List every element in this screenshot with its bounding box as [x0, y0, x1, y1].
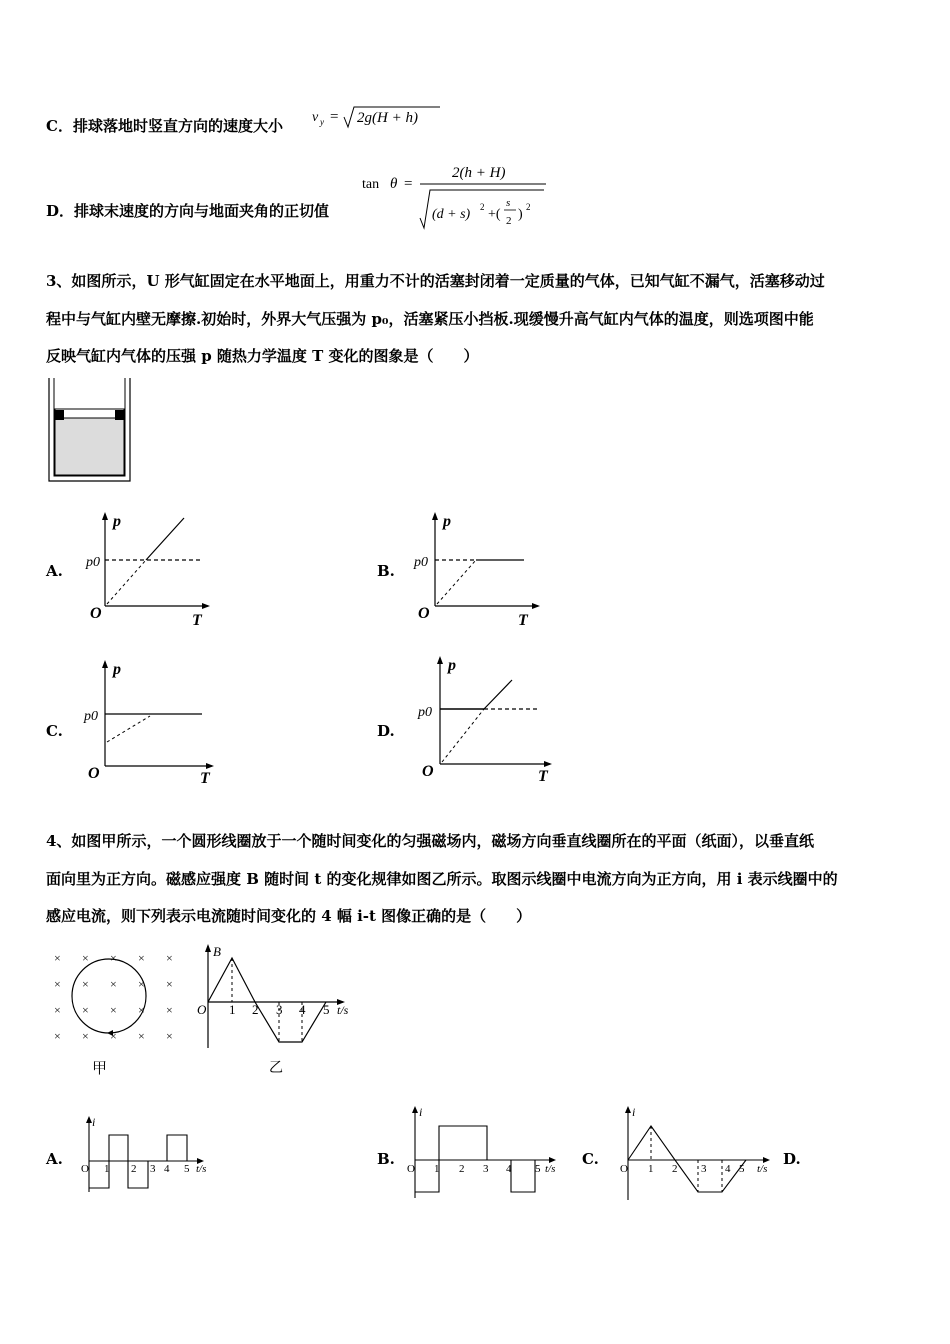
bgraph-tick-1: 1 [434, 1163, 440, 1175]
field-mark: × [166, 1029, 173, 1043]
q4-option-c-label[interactable]: C. [582, 1150, 599, 1168]
q4-line-3: 感应电流，则下列表示电流随时间变化的 4 幅 i-t 图像正确的是（ ） [46, 907, 532, 925]
field-mark: × [166, 951, 173, 965]
b-i-label: i [419, 1105, 423, 1119]
field-mark: × [82, 951, 89, 965]
a-origin: O [81, 1163, 89, 1175]
c-t-label: t/s [757, 1163, 768, 1175]
svg-text:=: = [404, 176, 413, 192]
svg-text:v: v [312, 110, 319, 125]
bgraph-tick-3: 3 [483, 1163, 489, 1175]
c-tick-4: 4 [725, 1163, 731, 1175]
q3-c-origin: O [88, 765, 100, 782]
coil-field-figure [44, 948, 184, 1087]
q3-b-p0: p0 [414, 555, 428, 570]
q4-graph-c [616, 1102, 781, 1206]
svg-text:y: y [320, 117, 324, 127]
svg-text:2(h + H): 2(h + H) [452, 165, 506, 181]
svg-text:2: 2 [506, 215, 512, 227]
q4-line-2: 面向里为正方向。磁感应强度 B 随时间 t 的变化规律如图乙所示。取图示线圈中电流方向为正方向，用 i 表示线圈中的 [46, 870, 838, 888]
bgraph-origin: O [407, 1163, 415, 1175]
bgraph-tick-4: 4 [506, 1163, 512, 1175]
svg-text:=: = [330, 109, 339, 125]
q3-b-axis-p: p [443, 513, 451, 530]
fig-yi-label: 乙 [269, 1061, 283, 1076]
b-tick-1: 1 [229, 1002, 236, 1017]
option-c-formula [312, 103, 447, 139]
field-mark: × [110, 1029, 117, 1043]
field-mark: × [110, 1003, 117, 1017]
b-t-axis-label: t/s [337, 1003, 349, 1017]
bgraph-tick-2: 2 [459, 1163, 465, 1175]
field-mark: × [54, 1003, 61, 1017]
q3-line-3: 反映气缸内气体的压强 p 随热力学温度 T 变化的图象是（ ） [46, 347, 479, 365]
field-mark: × [82, 1003, 89, 1017]
q3-option-d-label[interactable]: D. [377, 722, 395, 740]
b-tick-3: 3 [276, 1002, 283, 1017]
field-mark: × [110, 951, 117, 965]
q3-c-axis-p: p [113, 661, 121, 678]
q4-option-b-label[interactable]: B. [377, 1150, 395, 1168]
q3-c-p0: p0 [84, 709, 98, 724]
c-tick-3: 3 [701, 1163, 707, 1175]
bgraph-tick-5: 5 [535, 1163, 541, 1175]
c-i-label: i [632, 1105, 636, 1119]
q3-option-a-label[interactable]: A. [46, 562, 63, 580]
b-origin: O [197, 1002, 207, 1017]
a-i-label: i [92, 1115, 96, 1129]
field-mark: × [138, 1029, 145, 1043]
q3-c-axis-t: T [200, 770, 210, 786]
option-c-text: C．排球落地时竖直方向的速度大小 [46, 117, 283, 135]
svg-text:+(: +( [488, 207, 501, 222]
c-tick-2: 2 [672, 1163, 678, 1175]
q4-option-a-label[interactable]: A. [46, 1150, 63, 1168]
a-tick-1: 1 [104, 1163, 110, 1175]
field-mark: × [138, 951, 145, 965]
q3-line-1: 3、如图所示，U 形气缸固定在水平地面上，用重力不计的活塞封闭着一定质量的气体，已知气缸不漏气，活塞移动过 [46, 272, 825, 290]
a-tick-2: 2 [131, 1163, 137, 1175]
c-tick-1: 1 [648, 1163, 654, 1175]
svg-text:2: 2 [480, 202, 485, 212]
svg-text:s: s [506, 197, 511, 209]
q3-a-axis-t: T [192, 612, 202, 629]
field-mark: × [82, 977, 89, 991]
c-tick-5: 5 [739, 1163, 745, 1175]
q3-a-axis-p: p [113, 513, 121, 530]
q3-option-c-label[interactable]: C. [46, 722, 63, 740]
b-tick-5: 5 [323, 1002, 330, 1017]
field-mark: × [54, 1029, 61, 1043]
q4-option-d-label[interactable]: D. [783, 1150, 801, 1168]
a-tick-3: 3 [150, 1163, 156, 1175]
field-mark: × [138, 1003, 145, 1017]
q3-b-axis-t: T [518, 612, 528, 629]
q3-graph-c [80, 656, 220, 790]
a-tick-5: 5 [184, 1163, 190, 1175]
velocity-formula [312, 103, 447, 135]
svg-text:): ) [518, 207, 523, 222]
option-d-formula [360, 158, 560, 242]
field-mark: × [138, 977, 145, 991]
field-mark: × [54, 951, 61, 965]
q3-line-2: 程中与气缸内壁无摩擦.初始时，外界大气压强为 p₀，活塞紧压小挡板.现缓慢升高气缸内气体的温度，则选项图中能 [46, 310, 814, 328]
svg-text:2: 2 [526, 202, 531, 212]
field-mark: × [110, 977, 117, 991]
q3-a-origin: O [90, 605, 102, 622]
field-mark: × [54, 977, 61, 991]
field-mark: × [166, 1003, 173, 1017]
field-mark: × [166, 977, 173, 991]
b-tick-4: 4 [299, 1002, 306, 1017]
q3-option-b-label[interactable]: B. [377, 562, 395, 580]
c-origin: O [620, 1163, 628, 1175]
fig-jia-label: 甲 [92, 1061, 108, 1077]
q3-d-p0: p0 [418, 705, 432, 720]
q3-b-origin: O [418, 605, 430, 622]
a-t-label: t/s [196, 1163, 207, 1175]
bgraph-t-label: t/s [545, 1163, 556, 1175]
tangent-formula [360, 158, 560, 238]
u-cylinder-figure [46, 376, 136, 488]
q4-line-1: 4、如图甲所示，一个圆形线圈放于一个随时间变化的匀强磁场内，磁场方向垂直线圈所在的平面（纸面），以垂直纸 [46, 832, 814, 850]
b-axis-label: B [213, 944, 221, 959]
q3-d-axis-p: p [448, 657, 456, 674]
q3-d-origin: O [422, 763, 434, 780]
svg-text:2g(H + h): 2g(H + h) [357, 110, 418, 126]
field-mark: × [82, 1029, 89, 1043]
q3-graph-b [410, 510, 550, 634]
q3-graph-d [412, 652, 562, 790]
q3-a-p0: p0 [86, 555, 100, 570]
option-d-text: D．排球末速度的方向与地面夹角的正切值 [46, 202, 330, 220]
q3-d-axis-t: T [538, 768, 548, 785]
b-t-graph [195, 940, 365, 1084]
q4-graph-b [404, 1102, 569, 1206]
a-tick-4: 4 [164, 1163, 170, 1175]
q3-graph-a [80, 510, 220, 634]
svg-text:(d + s): (d + s) [432, 207, 471, 222]
svg-text:tan: tan [362, 177, 380, 192]
svg-text:θ: θ [390, 176, 398, 192]
q4-graph-a [78, 1112, 218, 1201]
b-tick-2: 2 [252, 1002, 259, 1017]
